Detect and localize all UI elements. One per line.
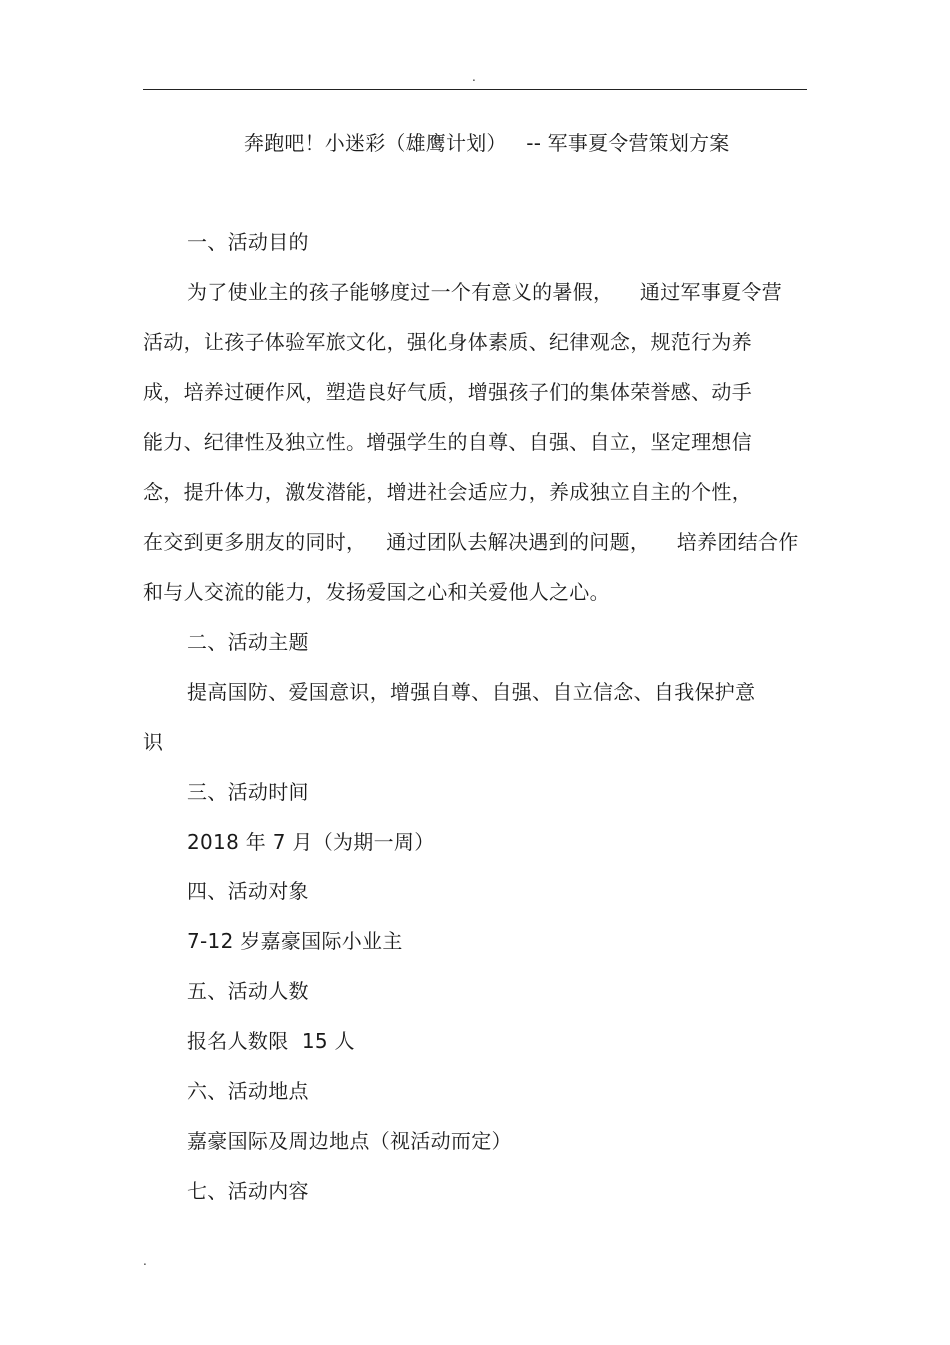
section-heading-purpose: 一、活动目的 [187, 230, 309, 254]
purpose-line-3: 成，培养过硬作风，塑造良好气质，增强孩子们的集体荣誉感、动手 [143, 380, 752, 404]
purpose-line-1: 为了使业主的孩子能够度过一个有意义的暑假， 通过军事夏令营 [187, 280, 783, 304]
purpose-line-5: 念，提升体力，激发潜能，增进社会适应力，养成独立自主的个性， [143, 480, 752, 504]
theme-line-1: 提高国防、爱国意识，增强自尊、自强、自立信念、自我保护意 [187, 680, 756, 704]
section-heading-content: 七、活动内容 [187, 1179, 309, 1203]
section-heading-time: 三、活动时间 [187, 780, 309, 804]
section-heading-theme: 二、活动主题 [187, 630, 309, 654]
headcount-value: 报名人数限 15 人 [187, 1029, 355, 1053]
document-title: 奔跑吧！小迷彩（雄鹰计划） -- 军事夏令营策划方案 [244, 131, 730, 155]
section-heading-headcount: 五、活动人数 [187, 979, 309, 1003]
time-value: 2018 年 7 月（为期一周） [187, 830, 435, 854]
purpose-line-4: 能力、纪律性及独立性。增强学生的自尊、自强、自立，坚定理想信 [143, 430, 752, 454]
purpose-line-6: 在交到更多朋友的同时， 通过团队去解决遇到的问题， 培养团结合作 [143, 530, 799, 554]
header-mark: . [472, 70, 476, 84]
section-heading-location: 六、活动地点 [187, 1079, 309, 1103]
section-heading-audience: 四、活动对象 [187, 879, 309, 903]
location-value: 嘉豪国际及周边地点（视活动而定） [187, 1129, 512, 1153]
header-rule [143, 89, 807, 90]
purpose-line-7: 和与人交流的能力，发扬爱国之心和关爱他人之心。 [143, 580, 610, 604]
audience-value: 7-12 岁嘉豪国际小业主 [187, 929, 403, 953]
theme-line-2: 识 [143, 730, 164, 754]
footer-mark: . [143, 1254, 147, 1268]
purpose-line-2: 活动，让孩子体验军旅文化，强化身体素质、纪律观念，规范行为养 [143, 330, 752, 354]
